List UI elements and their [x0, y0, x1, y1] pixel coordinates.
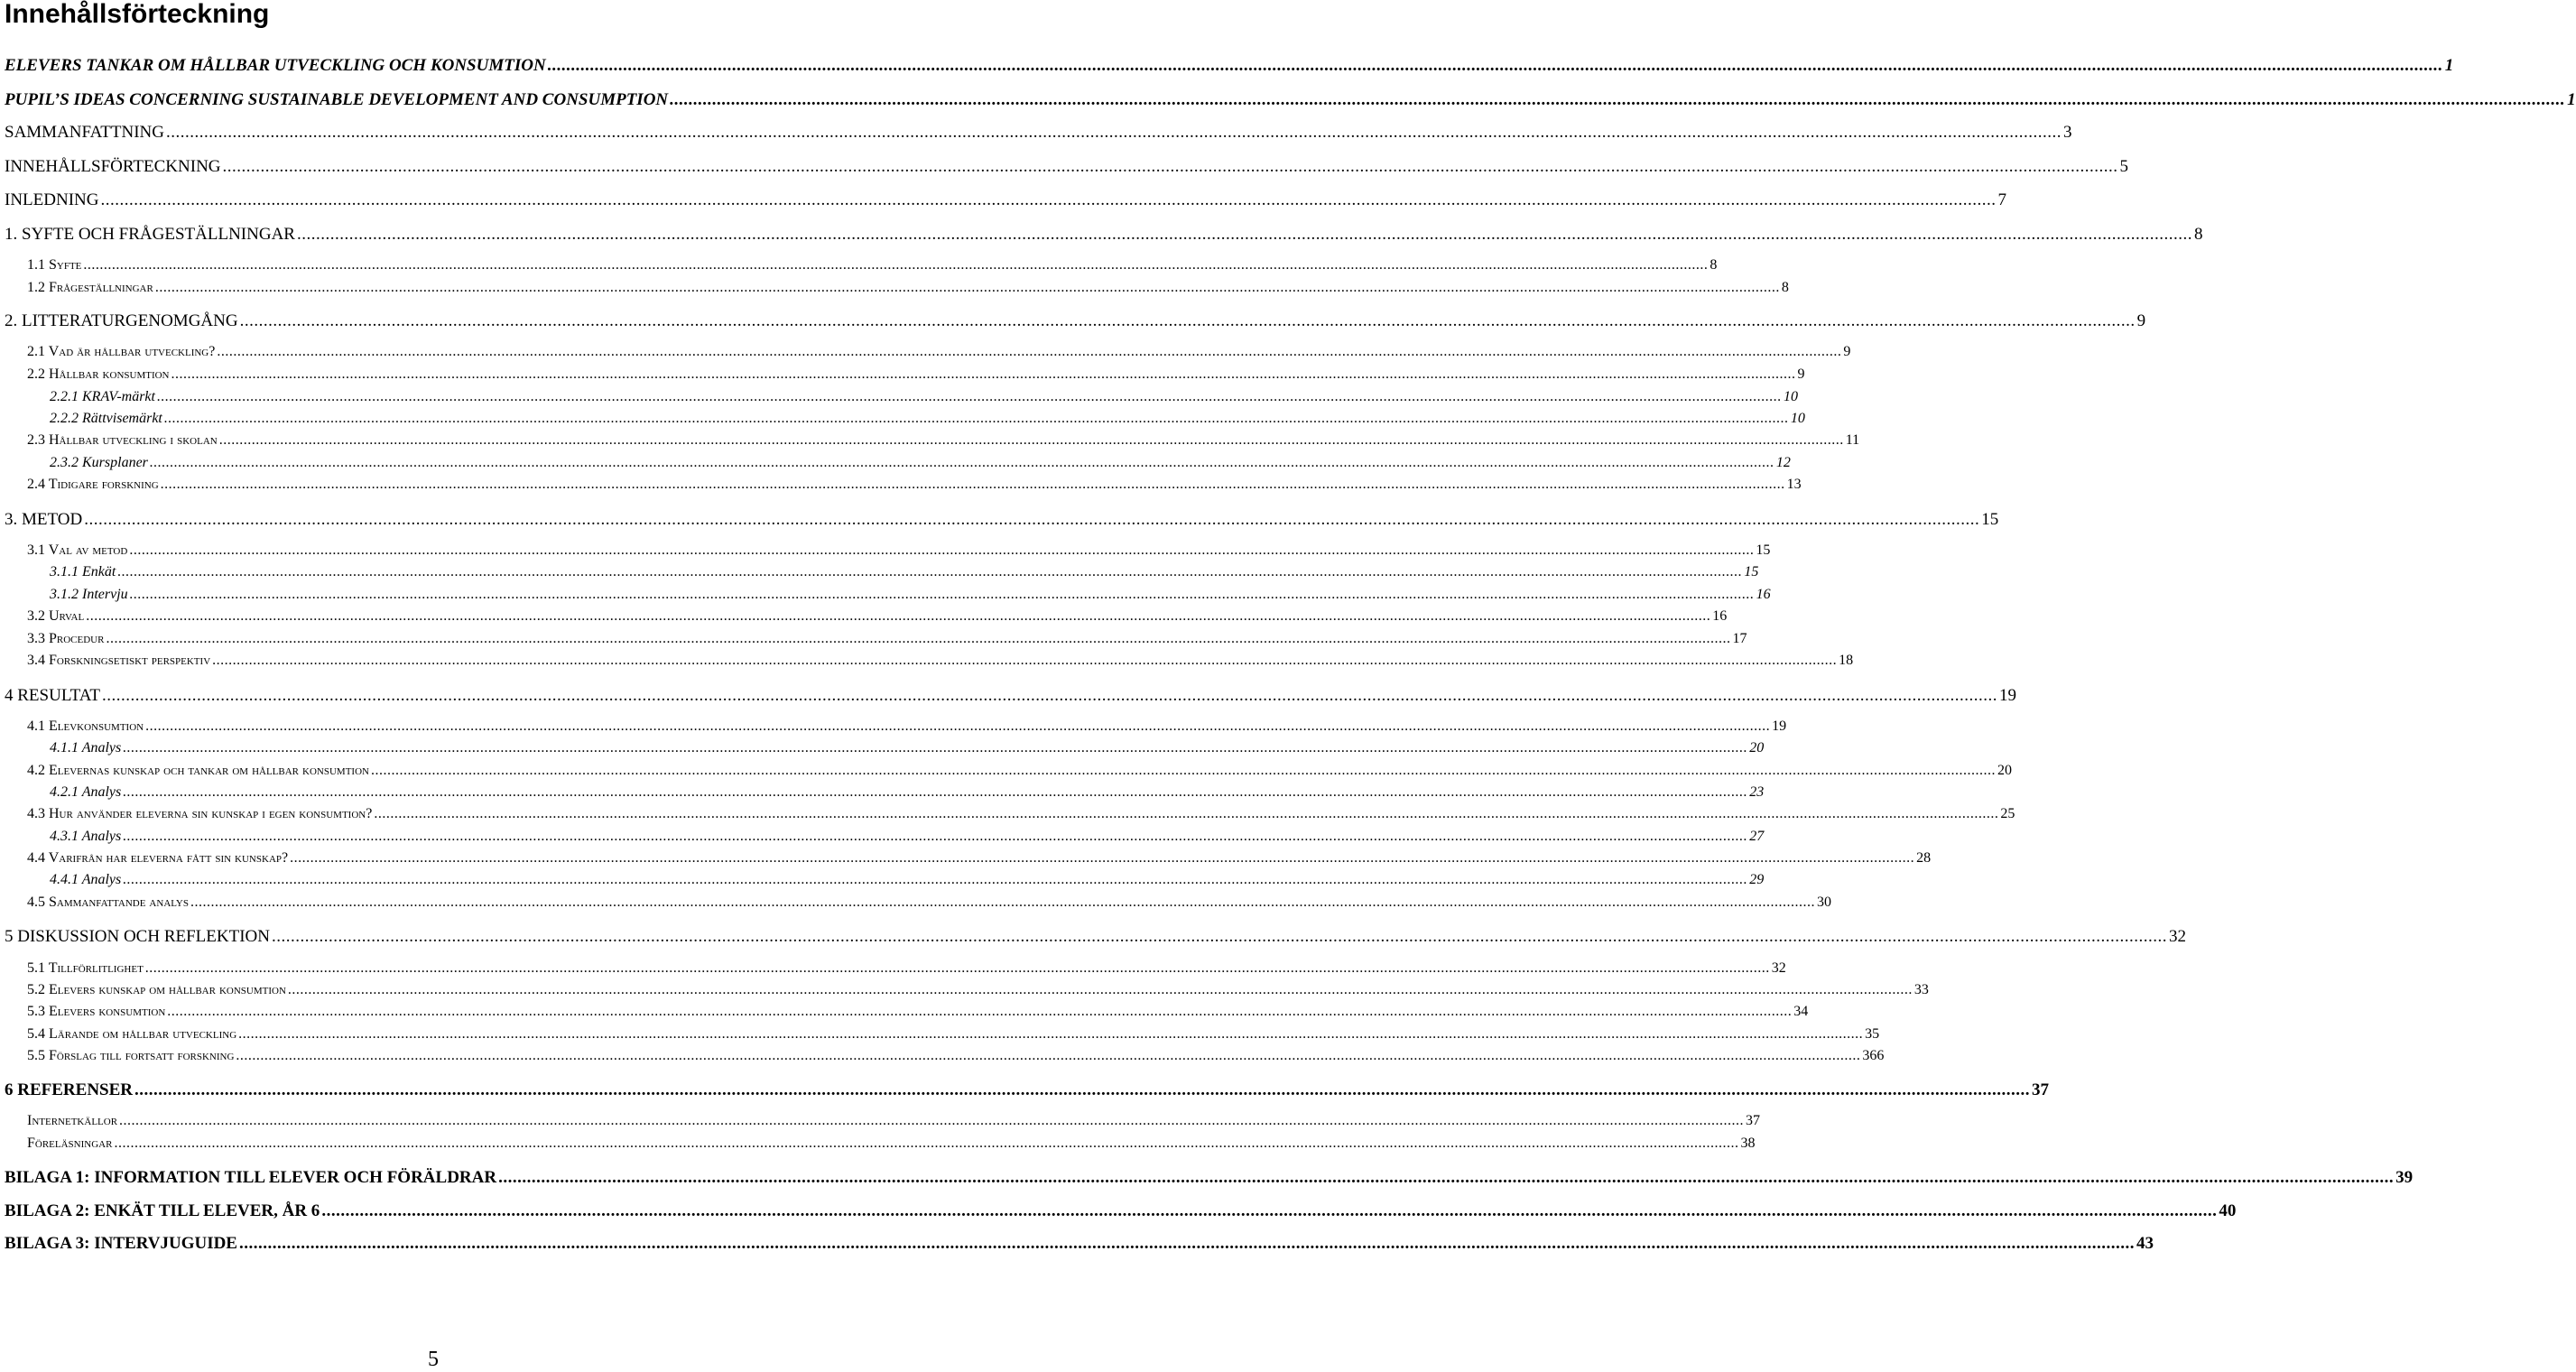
toc-leader-dots: ................................................................................................................................................................................................................................................................................................................................................................................................................ [134, 1080, 2030, 1099]
toc-entry[interactable] [27, 631, 1747, 647]
toc-entry-label: 3.1.2 Intervju [50, 587, 128, 602]
toc-entry-page: 11 [1845, 432, 1860, 448]
toc-entry-label: 2.3.2 Kursplaner [50, 455, 148, 470]
toc-leader-dots: ................................................................................................................................................................................................................................................................................................................................................................................................................ [106, 631, 1731, 646]
toc-entry[interactable] [50, 740, 1765, 756]
toc-leader-dots: ................................................................................................................................................................................................................................................................................................................................................................................................................ [296, 225, 2192, 244]
toc-leader-dots: ................................................................................................................................................................................................................................................................................................................................................................................................................ [129, 542, 1755, 558]
toc-entry-page: 32 [2168, 927, 2186, 946]
toc-entry-page: 13 [1786, 477, 1802, 492]
toc-entry[interactable] [50, 784, 1765, 801]
toc-entry[interactable] [50, 455, 1791, 471]
toc-entry-label: 3.3 Procedur [27, 631, 105, 646]
toc-entry-page: 8 [2193, 225, 2203, 244]
toc-leader-dots: ................................................................................................................................................................................................................................................................................................................................................................................................................ [218, 432, 1844, 448]
toc-entry-page: 37 [2032, 1080, 2049, 1099]
toc-entry-label: 2.2.2 Rättvisemärkt [50, 411, 162, 426]
toc-entry-page: 30 [1816, 895, 1831, 910]
toc-entry[interactable] [27, 806, 2015, 822]
toc-entry-label: SAMMANFATTNING [5, 123, 164, 142]
toc-entry-page: 23 [1749, 784, 1765, 800]
toc-entry-page: 32 [1771, 960, 1786, 976]
toc-leader-dots: ................................................................................................................................................................................................................................................................................................................................................................................................................ [287, 982, 1913, 997]
toc-entry-page: 366 [1862, 1048, 1885, 1063]
toc-leader-dots: ................................................................................................................................................................................................................................................................................................................................................................................................................ [144, 960, 1770, 976]
toc-entry[interactable] [27, 1026, 1880, 1043]
toc-entry[interactable] [5, 56, 2454, 76]
toc-entry-label: 5.1 Tillförlitlighet [27, 960, 144, 976]
toc-leader-dots: ................................................................................................................................................................................................................................................................................................................................................................................................................ [123, 872, 1748, 887]
toc-entry-label: 4.4.1 Analys [50, 872, 122, 887]
toc-leader-dots: ................................................................................................................................................................................................................................................................................................................................................................................................................ [290, 850, 1915, 866]
toc-entry-page: 16 [1756, 587, 1771, 602]
toc-entry[interactable] [50, 872, 1765, 888]
toc-entry[interactable] [5, 123, 2072, 143]
toc-entry[interactable] [50, 564, 1759, 580]
toc-entry-label: 4.2.1 Analys [50, 784, 122, 800]
toc-entry-page: 29 [1749, 872, 1765, 887]
toc-entry[interactable] [27, 1136, 1756, 1152]
toc-entry-label: 4.1 Elevkonsumtion [27, 718, 144, 734]
toc-entry-page: 43 [2136, 1234, 2154, 1253]
toc-leader-dots: ................................................................................................................................................................................................................................................................................................................................................................................................................ [123, 784, 1748, 800]
toc-entry-page: 5 [2119, 157, 2129, 176]
toc-leader-dots: ................................................................................................................................................................................................................................................................................................................................................................................................................ [171, 366, 1796, 382]
page-number: 5 [428, 1348, 439, 1371]
toc-entry[interactable] [50, 829, 1765, 845]
toc-entry-page: 40 [2219, 1201, 2237, 1220]
toc-entry-page: 33 [1913, 982, 1929, 997]
toc-entry[interactable] [5, 510, 1999, 530]
toc-entry-label: ELEVERS TANKAR OM HÅLLBAR UTVECKLING OCH KONSUMTION [5, 56, 546, 75]
toc-entry-page: 20 [1749, 740, 1765, 756]
toc-entry[interactable] [5, 1201, 2237, 1221]
toc-entry[interactable] [50, 411, 1805, 427]
toc-leader-dots: ................................................................................................................................................................................................................................................................................................................................................................................................................ [160, 477, 1785, 492]
toc-entry-page: 1 [2444, 56, 2454, 75]
toc-entry-page: 8 [1710, 257, 1718, 273]
toc-leader-dots: ................................................................................................................................................................................................................................................................................................................................................................................................................ [123, 740, 1748, 756]
toc-entry[interactable] [27, 895, 1831, 911]
toc-entry-label: 4.3.1 Analys [50, 829, 122, 844]
toc-entry-label: 4.1.1 Analys [50, 740, 122, 756]
toc-entry-page: 15 [1756, 542, 1771, 558]
toc-entry-label: 5.2 Elevers kunskap om hållbar konsumtion [27, 982, 286, 997]
toc-entry[interactable] [27, 960, 1786, 977]
toc-entry-page: 38 [1740, 1136, 1756, 1151]
toc-entry-page: 17 [1732, 631, 1747, 646]
toc-entry-label: Internetkällor [27, 1113, 118, 1128]
toc-leader-dots: ................................................................................................................................................................................................................................................................................................................................................................................................................ [217, 344, 1842, 359]
toc-entry[interactable] [27, 1004, 1809, 1020]
page-title: Innehållsförteckning [5, 0, 270, 29]
toc-leader-dots: ................................................................................................................................................................................................................................................................................................................................................................................................................ [83, 257, 1709, 273]
toc-entry[interactable] [5, 686, 2016, 706]
toc-entry-page: 15 [1744, 564, 1759, 579]
toc-entry-page: 18 [1839, 653, 1854, 668]
toc-entry[interactable] [5, 157, 2129, 177]
toc-entry-label: 4 RESULTAT [5, 686, 100, 705]
toc-entry-label: 4.2 Elevernas kunskap och tankar om hållbar konsumtion [27, 763, 369, 778]
toc-entry-label: 2.2 Hållbar konsumtion [27, 366, 170, 382]
toc-entry-label: 2.4 Tidigare forskning [27, 477, 159, 492]
toc-leader-dots: ................................................................................................................................................................................................................................................................................................................................................................................................................ [670, 90, 2566, 109]
toc-entry[interactable] [27, 542, 1771, 559]
toc-entry-label: 3. METOD [5, 510, 83, 529]
toc-entry-label: BILAGA 1: INFORMATION TILL ELEVER OCH FÖRÄLDRAR [5, 1168, 497, 1187]
toc-leader-dots: ................................................................................................................................................................................................................................................................................................................................................................................................................ [100, 190, 1997, 209]
toc-entry-page: 7 [1997, 190, 2006, 209]
toc-entry-label: BILAGA 3: INTERVJUGUIDE [5, 1234, 237, 1253]
toc-entry-label: 3.1 Val av metod [27, 542, 128, 558]
toc-entry[interactable] [27, 653, 1854, 669]
toc-leader-dots: ................................................................................................................................................................................................................................................................................................................................................................................................................ [374, 806, 1999, 821]
toc-entry-page: 3 [2063, 123, 2072, 142]
toc-entry[interactable] [5, 1234, 2154, 1254]
toc-leader-dots: ................................................................................................................................................................................................................................................................................................................................................................................................................ [238, 1026, 1864, 1042]
toc-leader-dots: ................................................................................................................................................................................................................................................................................................................................................................................................................ [145, 718, 1771, 734]
toc-entry[interactable] [27, 366, 1805, 383]
toc-entry[interactable] [27, 850, 1932, 867]
toc-leader-dots: ................................................................................................................................................................................................................................................................................................................................................................................................................ [149, 455, 1774, 470]
toc-entry-page: 27 [1749, 829, 1765, 844]
toc-entry-label: 4.5 Sammanfattande analys [27, 895, 189, 910]
toc-leader-dots: ................................................................................................................................................................................................................................................................................................................................................................................................................ [212, 653, 1838, 668]
toc-leader-dots: ................................................................................................................................................................................................................................................................................................................................................................................................................ [498, 1168, 2395, 1187]
toc-entry[interactable] [27, 763, 2012, 779]
toc-leader-dots: ................................................................................................................................................................................................................................................................................................................................................................................................................ [86, 608, 1711, 624]
toc-entry-page: 9 [1843, 344, 1851, 359]
toc-entry[interactable] [27, 718, 1787, 735]
toc-entry-page: 25 [2000, 806, 2015, 821]
toc-leader-dots: ................................................................................................................................................................................................................................................................................................................................................................................................................ [321, 1201, 2218, 1220]
toc-entry-label: 2. LITTERATURGENOMGÅNG [5, 311, 238, 330]
toc-entry[interactable] [50, 389, 1798, 405]
toc-entry-label: 5.5 Förslag till fortsatt forskning [27, 1048, 235, 1063]
toc-entry-page: 34 [1793, 1004, 1809, 1019]
toc-entry[interactable] [27, 257, 1718, 273]
toc-entry-page: 39 [2395, 1168, 2414, 1187]
toc-entry[interactable] [5, 1080, 2049, 1100]
toc-entry-page: 16 [1712, 608, 1728, 624]
toc-entry-page: 1 [2567, 90, 2576, 109]
toc-entry-page: 28 [1916, 850, 1932, 866]
toc-entry-label: Föreläsningar [27, 1136, 113, 1151]
toc-entry-page: 9 [2136, 311, 2146, 330]
toc-entry-label: 3.4 Forskningsetiskt perspektiv [27, 653, 211, 668]
toc-entry-label: 5.4 Lärande om hållbar utveckling [27, 1026, 237, 1042]
toc-entry-page: 12 [1775, 455, 1791, 470]
toc-leader-dots: ................................................................................................................................................................................................................................................................................................................................................................................................................ [370, 763, 1996, 778]
toc-entry-page: 35 [1865, 1026, 1880, 1042]
toc-entry[interactable] [5, 190, 2006, 210]
toc-entry[interactable] [27, 1048, 1885, 1064]
toc-leader-dots: ................................................................................................................................................................................................................................................................................................................................................................................................................ [239, 311, 2136, 330]
toc-entry-label: INNEHÅLLSFÖRTECKNING [5, 157, 221, 176]
toc-entry[interactable] [27, 280, 1789, 296]
toc-entry[interactable] [5, 90, 2576, 110]
toc-entry-label: 6 REFERENSER [5, 1080, 133, 1099]
toc-entry-page: 19 [1772, 718, 1787, 734]
toc-leader-dots: ................................................................................................................................................................................................................................................................................................................................................................................................................ [166, 123, 2062, 142]
toc-entry[interactable] [27, 608, 1728, 625]
toc-leader-dots: ................................................................................................................................................................................................................................................................................................................................................................................................................ [236, 1048, 1861, 1063]
toc-entry[interactable] [5, 311, 2146, 331]
toc-entry-label: PUPIL’S IDEAS CONCERNING SUSTAINABLE DEVELOPMENT AND CONSUMPTION [5, 90, 669, 109]
toc-entry[interactable] [50, 587, 1771, 603]
toc-leader-dots: ................................................................................................................................................................................................................................................................................................................................................................................................................ [119, 1113, 1745, 1128]
toc-leader-dots: ................................................................................................................................................................................................................................................................................................................................................................................................................ [163, 411, 1789, 426]
toc-entry-page: 9 [1797, 366, 1805, 382]
toc-leader-dots: ................................................................................................................................................................................................................................................................................................................................................................................................................ [154, 280, 1780, 295]
toc-leader-dots: ................................................................................................................................................................................................................................................................................................................................................................................................................ [271, 927, 2167, 946]
toc-entry-label: 1.2 Frågeställningar [27, 280, 153, 295]
toc-entry[interactable] [5, 225, 2203, 245]
toc-leader-dots: ................................................................................................................................................................................................................................................................................................................................................................................................................ [101, 686, 1997, 705]
toc-leader-dots: ................................................................................................................................................................................................................................................................................................................................................................................................................ [84, 510, 1980, 529]
toc-entry-page: 37 [1746, 1113, 1761, 1128]
toc-leader-dots: ................................................................................................................................................................................................................................................................................................................................................................................................................ [129, 587, 1755, 602]
toc-entry[interactable] [27, 1113, 1761, 1129]
toc-entry-label: 2.2.1 KRAV-märkt [50, 389, 155, 404]
toc-entry-page: 8 [1781, 280, 1789, 295]
toc-entry-page: 19 [1998, 686, 2016, 705]
toc-leader-dots: ................................................................................................................................................................................................................................................................................................................................................................................................................ [114, 1136, 1739, 1151]
toc-entry-page: 10 [1783, 389, 1798, 404]
toc-entry-page: 15 [1981, 510, 1999, 529]
toc-entry[interactable] [27, 982, 1929, 998]
toc-leader-dots: ................................................................................................................................................................................................................................................................................................................................................................................................................ [156, 389, 1782, 404]
toc-leader-dots: ................................................................................................................................................................................................................................................................................................................................................................................................................ [222, 157, 2118, 176]
toc-entry[interactable] [5, 1168, 2414, 1188]
toc-entry-label: 4.4 Varifrån har eleverna fått sin kunskap? [27, 850, 289, 866]
toc-entry-label: 4.3 Hur använder eleverna sin kunskap i egen konsumtion? [27, 806, 373, 821]
toc-entry-label: 5 DISKUSSION OCH REFLEKTION [5, 927, 270, 946]
toc-entry-page: 20 [1997, 763, 2012, 778]
toc-leader-dots: ................................................................................................................................................................................................................................................................................................................................................................................................................ [117, 564, 1743, 579]
toc-entry-label: 5.3 Elevers konsumtion [27, 1004, 166, 1019]
toc-entry-page: 10 [1790, 411, 1805, 426]
toc-entry-label: 1.1 Syfte [27, 257, 82, 273]
toc-entry-label: 1. SYFTE OCH FRÅGESTÄLLNINGAR [5, 225, 295, 244]
toc-entry-label: 3.2 Urval [27, 608, 85, 624]
toc-entry-label: BILAGA 2: ENKÄT TILL ELEVER, ÅR 6 [5, 1201, 320, 1220]
toc-entry[interactable] [5, 927, 2186, 947]
toc-leader-dots: ................................................................................................................................................................................................................................................................................................................................................................................................................ [167, 1004, 1793, 1019]
toc-leader-dots: ................................................................................................................................................................................................................................................................................................................................................................................................................ [190, 895, 1815, 910]
toc-entry[interactable] [27, 432, 1860, 449]
toc-entry-label: 2.3 Hållbar utveckling i skolan [27, 432, 218, 448]
toc-entry-label: INLEDNING [5, 190, 99, 209]
toc-leader-dots: ................................................................................................................................................................................................................................................................................................................................................................................................................ [238, 1234, 2135, 1253]
toc-entry-label: 2.1 Vad är hållbar utveckling? [27, 344, 216, 359]
toc-leader-dots: ................................................................................................................................................................................................................................................................................................................................................................................................................ [123, 829, 1748, 844]
toc-entry-label: 3.1.1 Enkät [50, 564, 116, 579]
toc-entry[interactable] [27, 477, 1802, 493]
toc-leader-dots: ................................................................................................................................................................................................................................................................................................................................................................................................................ [547, 56, 2443, 75]
toc-entry[interactable] [27, 344, 1851, 360]
